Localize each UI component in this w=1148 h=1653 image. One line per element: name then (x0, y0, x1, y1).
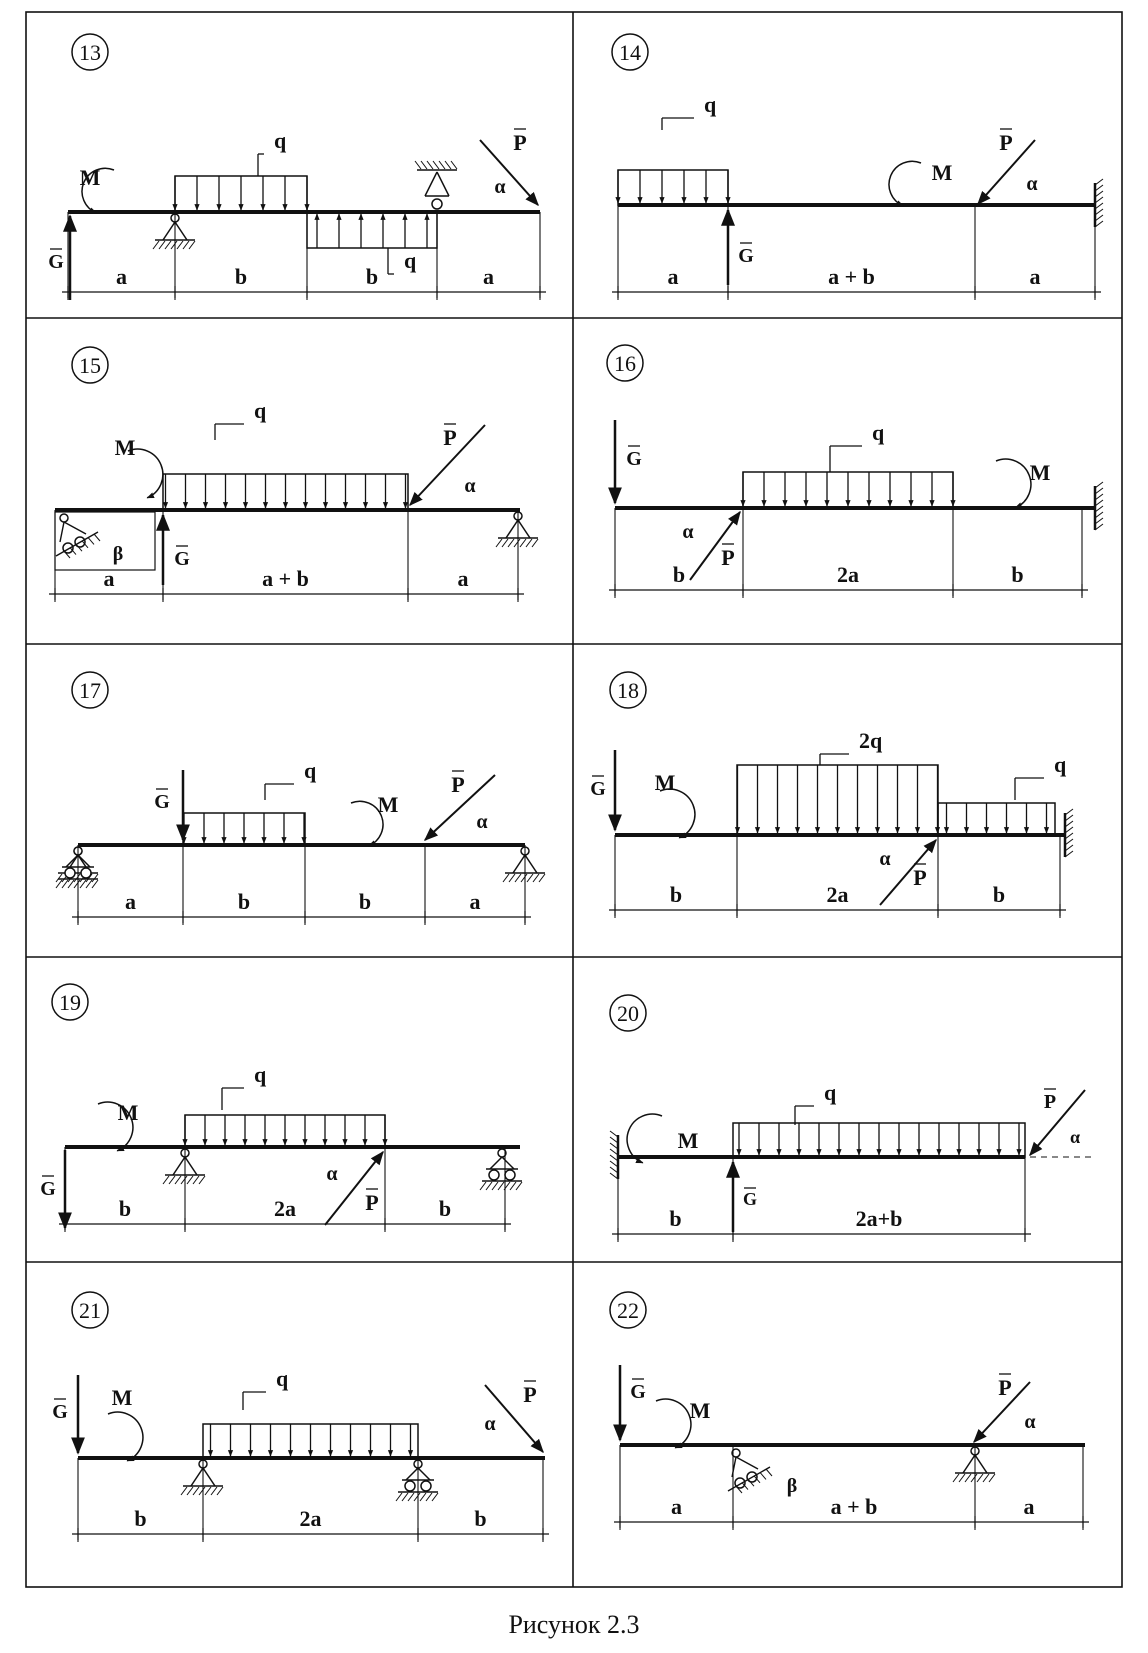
pin-support (496, 512, 538, 547)
hatch-tick (965, 1474, 971, 1482)
load-q (618, 170, 728, 205)
hatch-tick (171, 241, 177, 249)
moment-curve (996, 459, 1031, 508)
table-grid (26, 12, 1122, 1587)
moment-M (655, 770, 695, 838)
dim-label: a + b (828, 264, 875, 289)
moment-label: M (117, 1100, 139, 1125)
alpha-label: α (1069, 1127, 1081, 1147)
hatch-tick (88, 537, 94, 544)
pin-support (953, 1447, 995, 1482)
moment-M (656, 1398, 711, 1448)
wall-hatch (1095, 482, 1103, 488)
panel-number-text: 22 (617, 1298, 639, 1323)
fixed-wall (1065, 809, 1073, 857)
G-label: G (630, 1381, 646, 1403)
dim-label: a (667, 264, 679, 289)
P-label: P (443, 425, 457, 450)
panel-21 (52, 1292, 549, 1542)
roller-wheel (505, 1170, 515, 1180)
pin-leg (163, 222, 175, 240)
hatch-tick (414, 1493, 420, 1501)
pin-leg (191, 1468, 203, 1486)
hatch-tick (421, 161, 427, 169)
dim-label: b (358, 889, 372, 914)
ceiling-hatch (415, 161, 457, 170)
hatch-tick (502, 539, 508, 547)
roller-leg (490, 1157, 502, 1169)
P-label: P (913, 865, 927, 890)
support-leg (64, 522, 86, 534)
force-P (480, 140, 538, 205)
q2-label: 2q (859, 728, 883, 753)
hatch-tick (396, 1493, 402, 1501)
panel-number-text: 13 (79, 40, 101, 65)
moment-M (351, 792, 399, 846)
dim-label: b (1011, 562, 1024, 587)
dim-label: a (1029, 264, 1041, 289)
roller-leg (406, 1468, 418, 1480)
dimension-line (62, 264, 546, 298)
P-label: P (365, 1190, 379, 1215)
panel-15 (49, 347, 538, 602)
P-label: P (523, 1382, 537, 1407)
hatch-tick (977, 1474, 983, 1482)
panel-number (72, 347, 108, 383)
hatch-tick (498, 1182, 504, 1190)
hatch-tick (433, 161, 439, 169)
alpha-label: α (682, 521, 694, 543)
P-label: P (998, 1375, 1012, 1400)
pin-support (163, 1149, 205, 1184)
panel-13 (48, 34, 546, 300)
panel-number-text: 19 (59, 990, 81, 1015)
ground-hatch (953, 1473, 995, 1482)
moment-label: M (377, 792, 399, 817)
hatch-tick (760, 1472, 766, 1479)
moment-label: M (1029, 460, 1051, 485)
alpha-label: α (326, 1163, 338, 1185)
wall-hatch (610, 1131, 618, 1137)
G-label: G (738, 245, 754, 267)
fixed-wall (1095, 482, 1103, 530)
dim-label: a (457, 566, 469, 591)
moment-label: M (111, 1385, 133, 1410)
hatch-tick (983, 1474, 989, 1482)
hatch-tick (193, 1176, 199, 1184)
hatch-tick (163, 1176, 169, 1184)
hatch-tick (532, 539, 538, 547)
dim-label: 2a (837, 562, 859, 587)
hatch-tick (415, 161, 421, 169)
load-2q (737, 765, 938, 835)
hatch-tick (199, 1176, 205, 1184)
q-label: q (872, 420, 885, 445)
hatch-tick (427, 161, 433, 169)
dim-label: 2a (826, 882, 849, 907)
hatch-tick (971, 1474, 977, 1482)
load-q (743, 472, 953, 508)
hatch-tick (766, 1469, 772, 1476)
ground-hatch (56, 879, 98, 888)
P-label: P (999, 130, 1013, 155)
support-leg (736, 1457, 758, 1469)
panel-17 (56, 672, 545, 925)
figure-caption: Рисунок 2.3 (508, 1610, 640, 1639)
hatch-tick (521, 874, 527, 882)
hatch-tick (486, 1182, 492, 1190)
hanger-leg (437, 172, 449, 196)
moment-curve (660, 789, 695, 838)
hatch-tick (169, 1176, 175, 1184)
G-label: G (626, 448, 642, 470)
hatch-tick (953, 1474, 959, 1482)
hatch-tick (496, 539, 502, 547)
ground-hatch (503, 873, 545, 882)
dim-label: b (669, 1206, 682, 1231)
dimension-line (72, 1506, 549, 1540)
roller-wheel (81, 868, 91, 878)
hatch-tick (510, 1182, 516, 1190)
hatch-tick (187, 1176, 193, 1184)
incline-line (56, 532, 98, 556)
dim-label: 2a (299, 1506, 322, 1531)
panel-22 (610, 1292, 1089, 1530)
hatch-tick (508, 539, 514, 547)
hatch-tick (181, 1487, 187, 1495)
G-label: G (174, 548, 190, 570)
roller-leg (418, 1468, 430, 1480)
dimension-line (612, 264, 1101, 298)
moment-M (115, 435, 163, 498)
moment-M (80, 165, 114, 213)
roller-wheel (405, 1481, 415, 1491)
panel-number (72, 34, 108, 70)
panel-number (607, 345, 643, 381)
load-q-up (307, 212, 437, 248)
panel-number-text: 21 (79, 1298, 101, 1323)
hatch-tick (503, 874, 509, 882)
hatch-tick (181, 1176, 187, 1184)
pin-leg (506, 520, 518, 538)
dim-label: b (118, 1196, 132, 1221)
load-q (185, 1115, 385, 1147)
hatch-tick (199, 1487, 205, 1495)
dimension-line (609, 882, 1066, 916)
support-frame (55, 512, 155, 570)
panel-number-text: 18 (617, 678, 639, 703)
dimension-line (59, 1196, 511, 1230)
dim-label: b (134, 1506, 147, 1531)
dim-label: 2a (274, 1196, 296, 1221)
wall-hatch (1095, 179, 1103, 185)
inclined-support (728, 1449, 772, 1493)
roller-wheel (489, 1170, 499, 1180)
hatch-tick (514, 539, 520, 547)
ground-hatch (181, 1486, 223, 1495)
dimension-line (72, 889, 531, 923)
dim-label: b (992, 882, 1006, 907)
fixed-wall (610, 1131, 618, 1179)
hatch-tick (183, 241, 189, 249)
alpha-label: α (476, 811, 488, 833)
load-q (938, 803, 1055, 835)
ground-hatch (480, 1181, 522, 1190)
moment-M (98, 1100, 139, 1151)
dim-label: a (1023, 1494, 1035, 1519)
hatch-tick (165, 241, 171, 249)
incline-line (728, 1467, 770, 1491)
P-label: P (513, 130, 527, 155)
hatch-tick (989, 1474, 995, 1482)
P-label: P (721, 545, 735, 570)
alpha-label: α (484, 1413, 496, 1435)
dimension-line (614, 1494, 1089, 1528)
panel-number-text: 15 (79, 353, 101, 378)
load-box (938, 803, 1055, 835)
pin-support (181, 1460, 223, 1495)
hatch-tick (480, 1182, 486, 1190)
dim-label: a (125, 889, 136, 914)
moment-curve (889, 161, 921, 206)
moment-curve (108, 1412, 143, 1461)
hatch-tick (94, 534, 100, 541)
pin-joint (432, 199, 442, 209)
panel-number (72, 672, 108, 708)
G-label: G (154, 791, 170, 813)
dim-label: b (365, 264, 379, 289)
alpha-label: α (879, 848, 891, 870)
G-label: G (40, 1178, 56, 1200)
hatch-tick (959, 1474, 965, 1482)
hatch-tick (402, 1493, 408, 1501)
panel-number (52, 984, 88, 1020)
pin-joint (60, 514, 68, 522)
panel-number (612, 34, 648, 70)
hatch-tick (492, 1182, 498, 1190)
pin-leg (173, 1157, 185, 1175)
dimension-line (612, 1206, 1031, 1240)
pin-leg (518, 520, 530, 538)
hatch-tick (520, 539, 526, 547)
hatch-tick (509, 874, 515, 882)
P-label: P (451, 772, 465, 797)
hatch-tick (189, 241, 195, 249)
ground-hatch (496, 538, 538, 547)
q-label: q (276, 1366, 289, 1391)
panel-16 (607, 345, 1103, 598)
inclined-support (56, 514, 100, 558)
hanger-leg (425, 172, 437, 196)
panel-number-text: 20 (617, 1001, 639, 1026)
G-label: G (48, 251, 64, 273)
q-label: q (274, 128, 287, 153)
hanging-support (415, 161, 457, 209)
panel-number-text: 14 (619, 40, 641, 65)
dim-label: a + b (830, 1494, 878, 1519)
pin-leg (203, 1468, 215, 1486)
panel-number (610, 995, 646, 1031)
hatch-tick (526, 539, 532, 547)
hatch-tick (539, 874, 545, 882)
dimension-line (49, 566, 524, 600)
hatch-tick (159, 241, 165, 249)
wall-hatch (1065, 809, 1073, 815)
q-label: q (254, 1062, 267, 1087)
hatch-tick (533, 874, 539, 882)
pin-support-right (503, 847, 545, 882)
alpha-label: α (464, 475, 476, 497)
roller-wheel (421, 1481, 431, 1491)
pin-leg (513, 855, 525, 873)
load-box (307, 212, 437, 248)
q-label: q (824, 1080, 837, 1105)
dim-label: a (671, 1494, 682, 1519)
roller-support (480, 1149, 522, 1190)
hatch-tick (408, 1493, 414, 1501)
support-leg (60, 522, 64, 542)
q-label: q (704, 92, 717, 117)
hatch-tick (153, 241, 159, 249)
beta-label: β (112, 543, 124, 565)
roller-leg (502, 1157, 514, 1169)
hatch-tick (187, 1487, 193, 1495)
panel-18 (590, 672, 1073, 918)
moment-M (996, 459, 1051, 508)
hatch-tick (515, 874, 521, 882)
hatch-tick (175, 1176, 181, 1184)
dim-label: b (438, 1196, 452, 1221)
load-q (203, 1424, 418, 1458)
hatch-tick (445, 161, 451, 169)
moment-label: M (689, 1398, 711, 1423)
panel-number-text: 17 (79, 678, 101, 703)
moment-label: M (654, 770, 676, 795)
q-label: q (254, 398, 267, 423)
pin-leg (525, 855, 537, 873)
dim-label: a + b (262, 566, 309, 591)
ground-hatch (163, 1175, 205, 1184)
dim-label: b (234, 264, 248, 289)
hatch-tick (451, 161, 457, 169)
panel-14 (612, 34, 1103, 300)
hatch-tick (217, 1487, 223, 1495)
moment-M (889, 160, 953, 206)
alpha-label: α (1026, 173, 1038, 195)
panel-number (610, 672, 646, 708)
hatch-tick (193, 1487, 199, 1495)
alpha-label: α (494, 176, 506, 198)
hatch-tick (205, 1487, 211, 1495)
hatch-tick (439, 161, 445, 169)
moment-M (108, 1385, 143, 1461)
moment-label: M (677, 1128, 699, 1153)
hatch-tick (527, 874, 533, 882)
load-q (163, 474, 408, 510)
panel-19 (40, 984, 522, 1232)
hatch-tick (516, 1182, 522, 1190)
pin-leg (175, 222, 187, 240)
G-label: G (742, 1189, 758, 1209)
dimension-line (609, 562, 1088, 596)
load-q-down (175, 176, 307, 212)
hatch-tick (432, 1493, 438, 1501)
dim-label: b (474, 1506, 487, 1531)
hatch-tick (177, 241, 183, 249)
G-label: G (52, 1401, 68, 1423)
beta-label: β (786, 1475, 798, 1497)
roller-support (396, 1460, 438, 1501)
load-q (733, 1123, 1025, 1157)
ground-hatch (153, 240, 195, 249)
dim-label: a (483, 264, 494, 289)
hatch-tick (420, 1493, 426, 1501)
roller-wheel (65, 868, 75, 878)
moment-label: M (114, 435, 136, 460)
dim-label: b (672, 562, 686, 587)
load-q (183, 813, 305, 845)
dim-label: a (103, 566, 115, 591)
q-label: q (304, 758, 317, 783)
dim-label: b (237, 889, 251, 914)
hatch-tick (211, 1487, 217, 1495)
dim-label: a (116, 264, 127, 289)
moment-curve (656, 1399, 691, 1448)
dim-label: 2a+b (855, 1206, 903, 1231)
ground-hatch (396, 1492, 438, 1501)
panel-20 (610, 995, 1095, 1242)
alpha-label: α (1024, 1411, 1036, 1433)
panel-number (72, 1292, 108, 1328)
pin-support (153, 214, 195, 249)
moment-label: M (931, 160, 953, 185)
hatch-tick (426, 1493, 432, 1501)
moment-label: M (79, 165, 101, 190)
panel-number-text: 16 (614, 351, 636, 376)
load-box (618, 170, 728, 205)
dim-label: b (669, 882, 683, 907)
q-label: q (1054, 752, 1067, 777)
panel-number (610, 1292, 646, 1328)
dim-label: a (469, 889, 481, 914)
fixed-wall (1095, 179, 1103, 227)
G-label: G (590, 778, 606, 800)
pin-leg (975, 1455, 987, 1473)
pin-leg (185, 1157, 197, 1175)
q-label-2: q (404, 248, 417, 273)
pin-leg (963, 1455, 975, 1473)
P-label: P (1043, 1091, 1057, 1113)
